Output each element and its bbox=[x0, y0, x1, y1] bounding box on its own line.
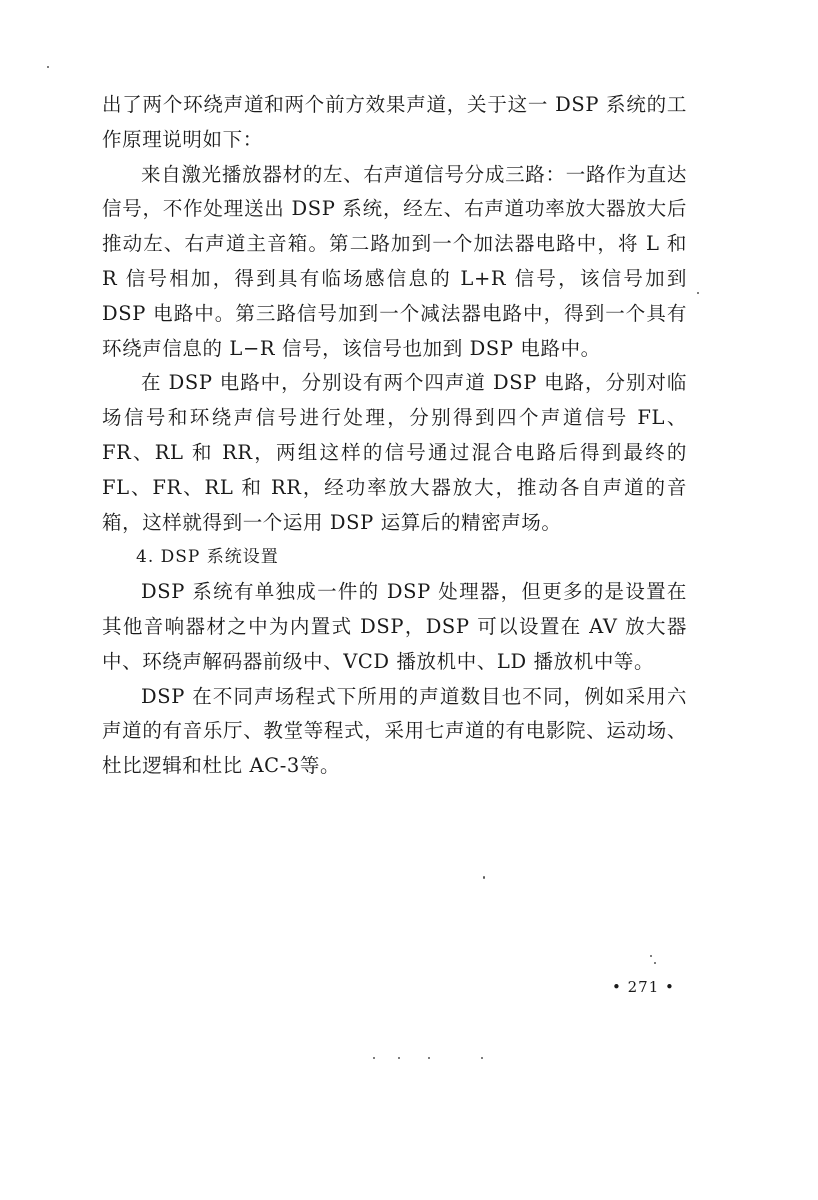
section-heading: 4. DSP 系统设置 bbox=[136, 547, 279, 568]
scan-speck bbox=[650, 955, 652, 957]
scan-speck bbox=[398, 1057, 400, 1059]
paragraph-dsp-settings: DSP 系统有单独成一件的 DSP 处理器，但更多的是设置在其他音响器材之中为内置式 DSP，DSP 可以设置在 AV 放大器中、环绕声解码器前级中、VCD 播放机中、LD 播放机中等。 bbox=[102, 580, 687, 673]
scan-speck bbox=[428, 1057, 430, 1059]
scan-speck bbox=[697, 292, 699, 294]
scan-speck bbox=[373, 1057, 375, 1059]
page-number: • 271 • bbox=[612, 978, 675, 996]
scan-speck bbox=[654, 962, 656, 964]
scan-speck bbox=[481, 1057, 483, 1059]
paragraph-dsp-circuit: 在 DSP 电路中，分别设有两个四声道 DSP 电路，分别对临场信号和环绕声信号进行处理，分别得到四个声道信号 FL、FR、RL 和 RR，两组这样的信号通过混合电路后得到最终的 FL、FR、RL 和 RR，经功率放大器放大，推动各自声道的音箱，这样就得到一个运用 DSP 运算后的精密声场。 bbox=[102, 371, 687, 534]
scan-speck bbox=[483, 876, 485, 879]
body-text bbox=[102, 88, 687, 784]
paragraph-channel-count: DSP 在不同声场程式下所用的声道数目也不同，例如采用六声道的有音乐厅、教堂等程式，采用七声道的有电影院、运动场、杜比逻辑和杜比 AC-3等。 bbox=[102, 684, 687, 778]
scan-speck bbox=[47, 66, 49, 68]
paragraph-signal-paths: 来自激光播放器材的左、右声道信号分成三路：一路作为直达信号，不作处理送出 DSP 系统，经左、右声道功率放大器放大后推动左、右声道主音箱。第二路加到一个加法器电路中，将 L 和 R 信号相加，得到具有临场感信息的 L+R 信号，该信号加到 DSP 电路中。第三路信号加到一个减法器电路中，得到一个具有环绕声信息的 L−R 信号，该信号也加到 DSP 电路中。 bbox=[102, 162, 687, 360]
paragraph-continuation: 出了两个环绕声道和两个前方效果声道，关于这一 DSP 系统的工作原理说明如下： bbox=[102, 93, 687, 151]
